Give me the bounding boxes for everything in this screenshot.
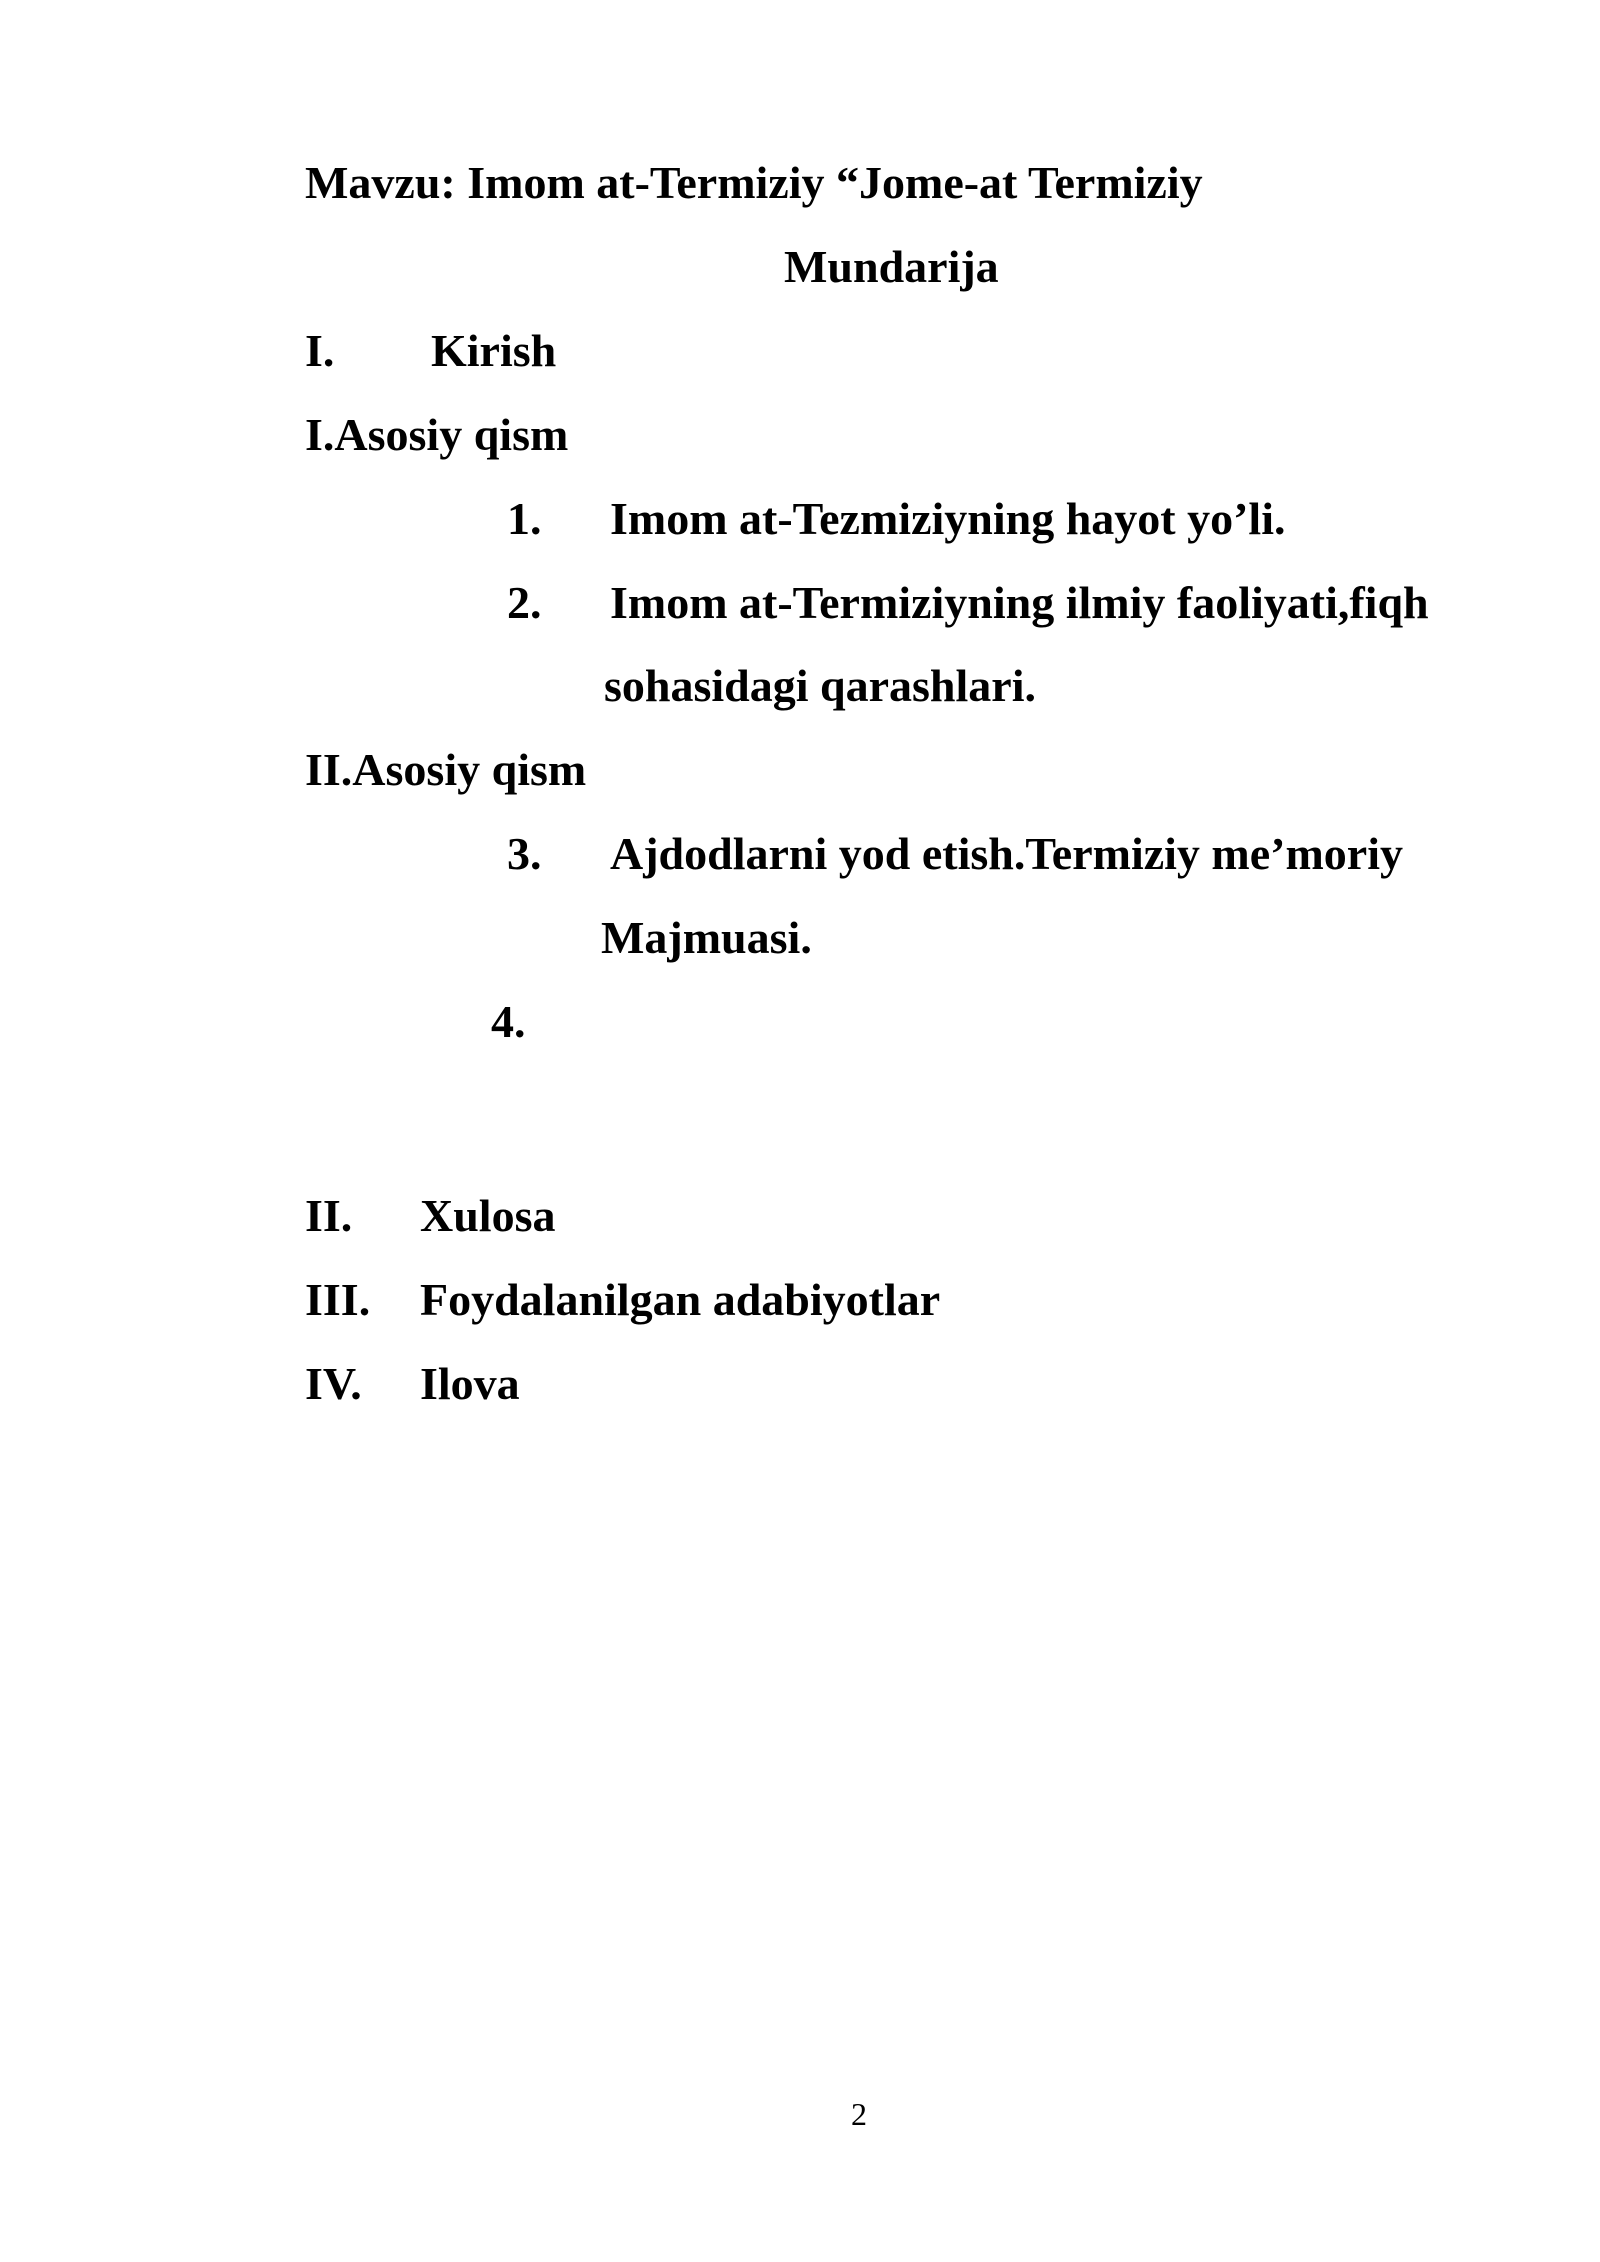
- toc-references-number: III.: [305, 1274, 371, 1325]
- page-number: 2: [851, 2096, 867, 2132]
- toc-item-2-label: Imom at-Termiziyning ilmiy faoliyati,fiqh: [610, 577, 1429, 628]
- document-title: Mavzu: Imom at-Termiziy “Jome-at Termiziy: [305, 157, 1203, 208]
- toc-item-1-number: 1.: [507, 493, 542, 544]
- toc-item-1-label: Imom at-Tezmiziyning hayot yo’li.: [610, 493, 1286, 544]
- toc-intro-number: I.: [305, 325, 335, 376]
- toc-part1-label: I.Asosiy qism: [305, 409, 569, 460]
- toc-item-3-label: Ajdodlarni yod etish.Termiziy me’moriy: [610, 828, 1404, 879]
- toc-conclusion-number: II.: [305, 1190, 353, 1241]
- toc-references-label: Foydalanilgan adabiyotlar: [420, 1274, 941, 1325]
- toc-part2-label: II.Asosiy qism: [305, 744, 587, 795]
- toc-heading: Mundarija: [784, 241, 999, 292]
- toc-appendix-label: Ilova: [420, 1358, 520, 1409]
- toc-intro-label: Kirish: [431, 325, 557, 376]
- toc-appendix-number: IV.: [305, 1358, 362, 1409]
- toc-conclusion-label: Xulosa: [420, 1190, 556, 1241]
- toc-item-4-number: 4.: [491, 996, 526, 1047]
- toc-item-3-continuation: Majmuasi.: [601, 912, 812, 963]
- toc-item-3-number: 3.: [507, 828, 542, 879]
- toc-item-2-continuation: sohasidagi qarashlari.: [604, 660, 1036, 711]
- toc-item-2-number: 2.: [507, 577, 542, 628]
